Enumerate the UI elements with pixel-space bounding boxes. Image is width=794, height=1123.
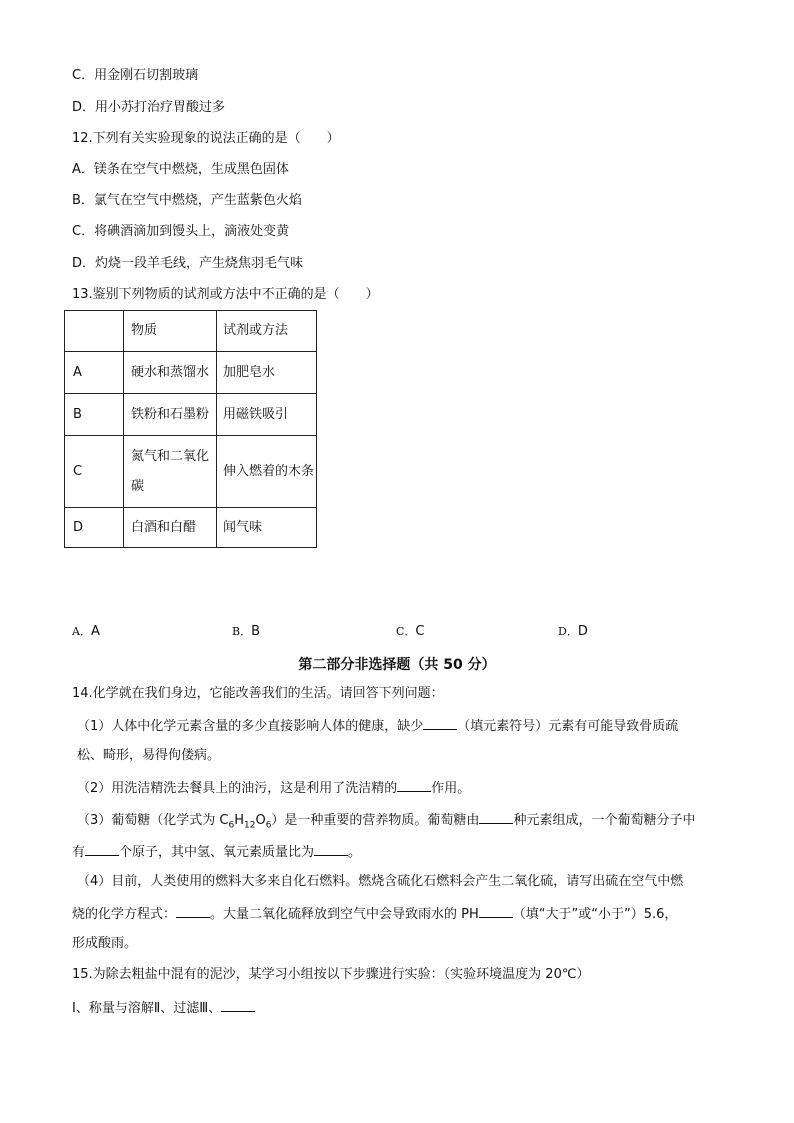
q12-stem: 12.下列有关实验现象的说法正确的是（ ） bbox=[72, 131, 340, 146]
text: O bbox=[255, 813, 266, 828]
option-value: B bbox=[251, 624, 261, 639]
q14-part4-line1: （4）目前，人类使用的燃料大多来自化石燃料。燃烧含硫化石燃料会产生二氧化硫，请写出硫在空气中燃 bbox=[77, 874, 684, 889]
answer-blank[interactable] bbox=[479, 811, 513, 824]
q14-part4-line2 bbox=[72, 905, 677, 923]
option-value: D bbox=[577, 624, 588, 639]
q15-steps bbox=[72, 999, 255, 1017]
q14-part3-line1 bbox=[77, 811, 695, 834]
table-row bbox=[65, 436, 317, 508]
text: （3）葡萄糖（化学式为 C bbox=[77, 813, 229, 828]
subscript: 6 bbox=[228, 820, 235, 831]
q13-stem: 13.鉴别下列物质的试剂或方法中不正确的是（ ） bbox=[72, 287, 379, 302]
table-cell: 白酒和白醋 bbox=[124, 508, 217, 548]
q13-option-c bbox=[396, 623, 425, 639]
text: 个原子，其中氢、氧元素质量比为 bbox=[119, 845, 315, 860]
subscript: 12 bbox=[244, 820, 256, 831]
table-cell: 铁粉和石墨粉 bbox=[124, 394, 217, 436]
text: 有 bbox=[72, 845, 86, 860]
text: 烧的化学方程式： bbox=[72, 907, 177, 922]
text: （2）用洗洁精洗去餐具上的油污，这是利用了洗洁精的 bbox=[77, 781, 398, 796]
table-cell: 闻气味 bbox=[217, 508, 317, 548]
q11-option-c: C．用金刚石切割玻璃 bbox=[72, 68, 199, 83]
answer-blank[interactable] bbox=[314, 843, 348, 856]
text: 作用。 bbox=[431, 781, 471, 796]
table-cell: 伸入燃着的木条 bbox=[217, 436, 317, 508]
table-row bbox=[65, 394, 317, 436]
table-cell: 氮气和二氧化碳 bbox=[124, 436, 217, 508]
table-row bbox=[65, 352, 317, 394]
q14-part1-line1 bbox=[77, 717, 678, 735]
q13-option-b bbox=[232, 623, 260, 639]
q13-option-a bbox=[72, 623, 100, 639]
text: H bbox=[234, 813, 244, 828]
table-cell: 硬水和蒸馏水 bbox=[124, 352, 217, 394]
option-label: D． bbox=[558, 625, 578, 638]
text: 。大量二氧化硫释放到空气中会导致雨水的 PH bbox=[210, 907, 479, 922]
subscript: 6 bbox=[265, 820, 272, 831]
table-header-row bbox=[65, 311, 317, 352]
q13-table bbox=[64, 310, 317, 548]
table-header-cell: 物质 bbox=[124, 311, 217, 352]
table-cell: D bbox=[65, 508, 124, 548]
answer-blank[interactable] bbox=[176, 905, 210, 918]
option-label: B． bbox=[232, 625, 252, 638]
option-label: A． bbox=[72, 625, 91, 638]
q12-option-a: A．镁条在空气中燃烧，生成黑色固体 bbox=[72, 162, 289, 177]
answer-blank[interactable] bbox=[479, 905, 513, 918]
q12-option-d: D．灼烧一段羊毛线，产生烧焦羽毛气味 bbox=[72, 256, 304, 271]
text: ）是一种重要的营养物质。葡萄糖由 bbox=[271, 813, 480, 828]
q12-option-b: B．氯气在空气中燃烧，产生蓝紫色火焰 bbox=[72, 193, 302, 208]
text: 。 bbox=[348, 845, 362, 860]
text: 种元素组成，一个葡萄糖分子中 bbox=[513, 813, 696, 828]
table-cell: 加肥皂水 bbox=[217, 352, 317, 394]
answer-blank[interactable] bbox=[397, 779, 431, 792]
q14-part4-line3: 形成酸雨。 bbox=[72, 936, 138, 951]
option-value: C bbox=[415, 624, 425, 639]
q14-part2 bbox=[77, 779, 470, 797]
table-cell: 用磁铁吸引 bbox=[217, 394, 317, 436]
part2-title: 第二部分非选择题（共 50 分） bbox=[298, 657, 496, 673]
table-header-cell: 试剂或方法 bbox=[217, 311, 317, 352]
option-label: C． bbox=[396, 625, 416, 638]
q12-option-c: C．将碘酒滴加到馒头上，滴液处变黄 bbox=[72, 224, 290, 239]
table-cell: C bbox=[65, 436, 124, 508]
text: （填元素符号）元素有可能导致骨质疏 bbox=[457, 719, 679, 734]
q14-part1-line2: 松、畸形，易得佝偻病。 bbox=[77, 748, 221, 763]
q13-option-d bbox=[558, 623, 588, 639]
q11-option-d: D．用小苏打治疗胃酸过多 bbox=[72, 100, 226, 115]
answer-blank[interactable] bbox=[221, 999, 255, 1012]
answer-blank[interactable] bbox=[85, 843, 119, 856]
q14-stem: 14.化学就在我们身边，它能改善我们的生活。请回答下列问题： bbox=[72, 686, 444, 701]
table-row bbox=[65, 508, 317, 548]
option-value: A bbox=[90, 624, 100, 639]
table-cell: B bbox=[65, 394, 124, 436]
table-cell: A bbox=[65, 352, 124, 394]
text: （填“大于”或“小于”）5.6， bbox=[512, 907, 678, 922]
q15-stem: 15.为除去粗盐中混有的泥沙，某学习小组按以下步骤进行实验：（实验环境温度为 20℃） bbox=[72, 967, 590, 982]
answer-blank[interactable] bbox=[423, 717, 457, 730]
table-header-cell bbox=[65, 311, 124, 352]
q14-part3-line2 bbox=[72, 843, 361, 861]
text: Ⅰ、称量与溶解Ⅱ、过滤Ⅲ、 bbox=[72, 1001, 222, 1016]
text: （1）人体中化学元素含量的多少直接影响人体的健康，缺少 bbox=[77, 719, 424, 734]
